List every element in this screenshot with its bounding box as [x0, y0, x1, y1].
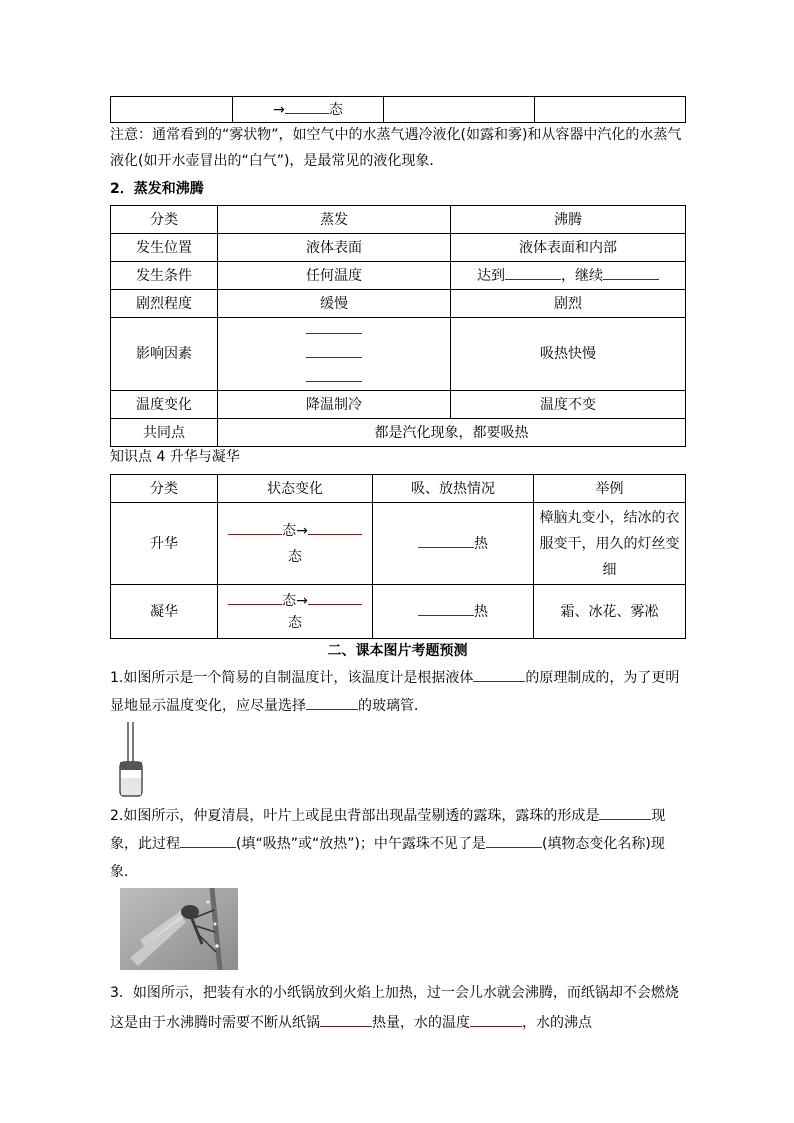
table-cell [384, 97, 535, 123]
row-label: 共同点 [111, 419, 218, 447]
liquefaction-table-tail [110, 96, 686, 123]
fill-blank [306, 343, 362, 358]
state-text: 态 [328, 102, 343, 118]
header-cell: 状态变化 [218, 475, 373, 503]
note-paragraph: 注意：通常看到的“雾状物”，如空气中的水蒸气遇冷液化(如露和雾)和从容器中汽化的水蒸气液化(如开水壶冒出的“白气”)，是最常见的液化现象． [110, 127, 682, 169]
table-cell: 吸热快慢 [451, 318, 686, 391]
fill-blank [320, 1012, 372, 1027]
header-cell: 分类 [111, 475, 218, 503]
heat-text: 热 [474, 536, 488, 552]
table-cell [451, 262, 686, 290]
row-label: 影响因素 [111, 318, 218, 391]
q1-text: 1.如图所示是一个简易的自制温度计，该温度计是根据液体 [110, 670, 474, 686]
state-end: 态 [288, 614, 302, 631]
header-cell: 沸腾 [451, 206, 686, 234]
fill-blank [180, 833, 236, 848]
state-end: 态 [288, 548, 302, 565]
table-cell [535, 97, 686, 123]
q2-text: 现象，此过程 [110, 808, 666, 852]
fill-blank [306, 367, 362, 382]
fill-blank [306, 695, 358, 710]
header-cell: 分类 [111, 206, 218, 234]
fill-blank [603, 265, 659, 280]
table-cell [218, 585, 373, 639]
heat-text: 热 [474, 604, 488, 620]
q1-text: 的玻璃管． [358, 698, 428, 714]
q2-text: (填物态变化名称)现象． [110, 836, 665, 880]
fill-blank [486, 833, 542, 848]
condition-mid: ，继续 [561, 268, 603, 284]
fill-blank [470, 1012, 522, 1027]
fill-blank [599, 805, 651, 820]
table-cell: 剧烈 [451, 290, 686, 318]
q1-text: 的原理制成的，为了更明显地显示温度变化，应尽量选择 [110, 670, 680, 714]
table-cell: 都是汽化现象，都要吸热 [218, 419, 686, 447]
table-cell [111, 97, 233, 123]
table-cell: 液体表面 [218, 234, 451, 262]
table-cell: 任何温度 [218, 262, 451, 290]
q3-text: 热量，水的温度 [372, 1015, 470, 1031]
fill-blank [285, 99, 329, 114]
row-label: 发生条件 [111, 262, 218, 290]
q3-text: ，水的沸点 [522, 1015, 592, 1031]
fill-blank [473, 667, 525, 682]
state-mid: 态→ [282, 592, 308, 609]
q3-text: 3．如图所示，把装有水的小纸锅放到火焰上加热，过一会儿水就会沸腾，而纸锅却不会燃烧这是由于水沸腾时需要不断从纸锅 [110, 985, 679, 1031]
fill-blank [228, 520, 282, 535]
question-2 [110, 802, 685, 886]
table-cell: 缓慢 [218, 290, 451, 318]
question-3 [110, 978, 685, 1038]
fill-blank [228, 590, 282, 605]
header-cell: 举例 [534, 475, 686, 503]
table-cell [233, 97, 384, 123]
row-label: 凝华 [111, 585, 218, 639]
table-cell [218, 318, 451, 391]
section-heading: 二、课本图片考题预测 [327, 643, 468, 659]
fill-blank [308, 590, 362, 605]
q2-text: (填“吸热”或“放热”)；中午露珠不见了是 [236, 836, 486, 852]
sublimation-table [110, 474, 686, 639]
knowledge-point-title: 知识点 4 升华与凝华 [110, 449, 240, 465]
table-cell [218, 503, 373, 585]
section-title-evaporation-boiling: 2．蒸发和沸腾 [110, 181, 204, 197]
homemade-thermometer-image [116, 720, 146, 800]
state-mid: 态→ [282, 522, 308, 539]
row-label: 升华 [111, 503, 218, 585]
header-cell: 蒸发 [218, 206, 451, 234]
arrow-text: → [273, 102, 285, 118]
q2-text: 2.如图所示，仲夏清晨，叶片上或昆虫背部出现晶莹剔透的露珠，露珠的形成是 [110, 808, 600, 824]
table-cell: 樟脑丸变小，结冰的衣服变干，用久的灯丝变细 [534, 503, 686, 585]
question-1 [110, 664, 685, 720]
fill-blank [505, 265, 561, 280]
fill-blank [306, 319, 362, 334]
dew-insect-photo [120, 888, 238, 970]
fill-blank [418, 601, 474, 616]
row-label: 剧烈程度 [111, 290, 218, 318]
table-cell: 温度不变 [451, 391, 686, 419]
evaporation-boiling-table [110, 205, 686, 447]
row-label: 发生位置 [111, 234, 218, 262]
table-cell: 降温制冷 [218, 391, 451, 419]
fill-blank [308, 520, 362, 535]
table-cell: 液体表面和内部 [451, 234, 686, 262]
table-cell [373, 585, 534, 639]
row-label: 温度变化 [111, 391, 218, 419]
condition-prefix: 达到 [477, 268, 505, 284]
header-cell: 吸、放热情况 [373, 475, 534, 503]
fill-blank [418, 533, 474, 548]
table-cell: 霜、冰花、雾凇 [534, 585, 686, 639]
table-cell [373, 503, 534, 585]
